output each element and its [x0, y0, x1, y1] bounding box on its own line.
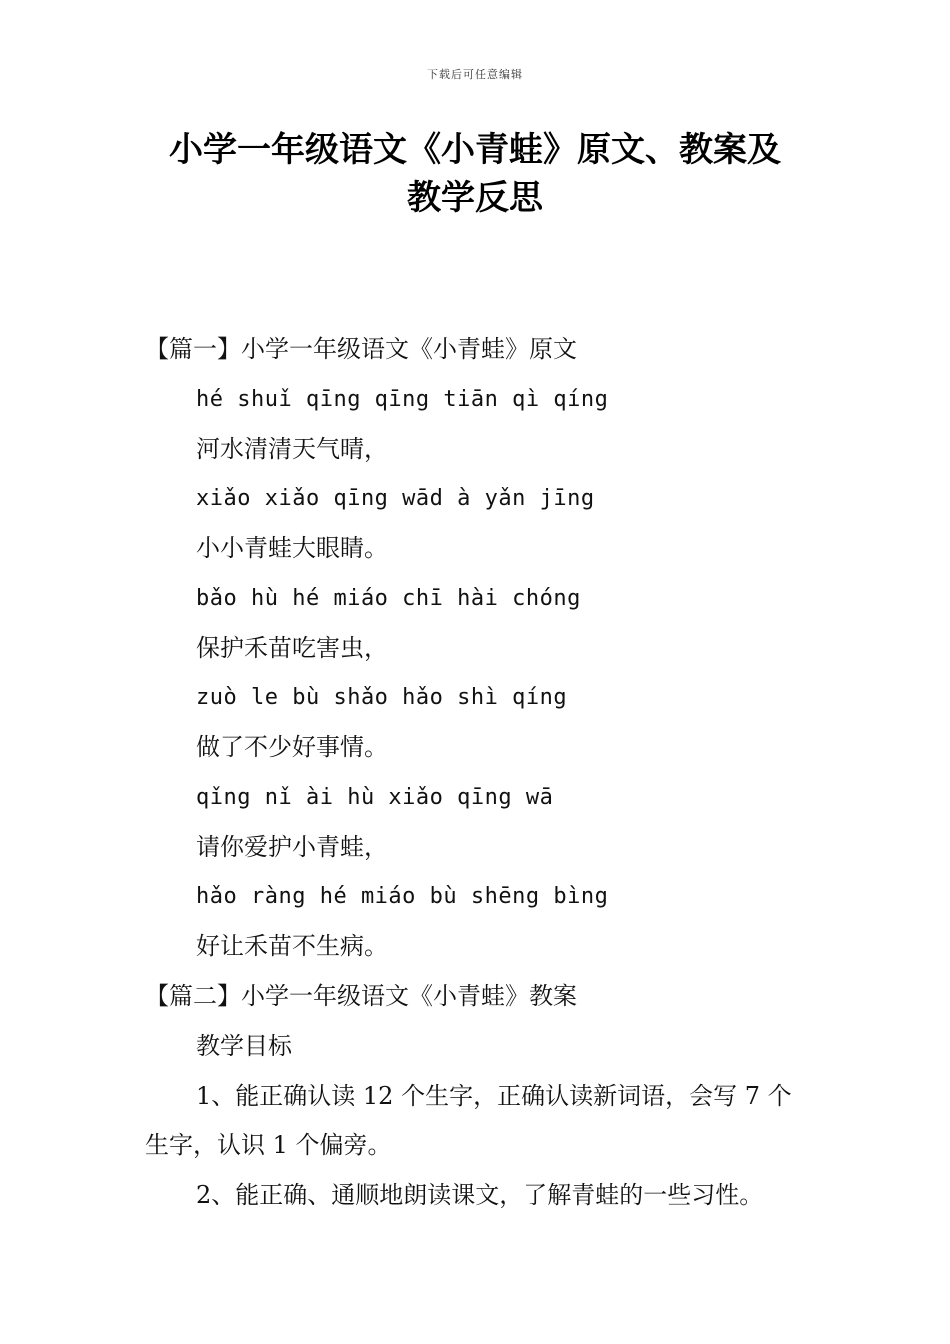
- poem-line-5: 请你爱护小青蛙，: [196, 833, 388, 861]
- poem-pinyin-6: hǎo ràng hé miáo bù shēng bìng: [196, 884, 609, 909]
- poem-pinyin-2: xiǎo xiǎo qīng wād à yǎn jīng: [196, 486, 595, 511]
- title-line-2: 教学反思: [407, 178, 543, 218]
- poem-line-6: 好让禾苗不生病。: [196, 932, 388, 960]
- poem-pinyin-5: qǐng nǐ ài hù xiǎo qīng wā: [196, 785, 554, 810]
- section2-heading: 【篇二】小学一年级语文《小青蛙》教案: [145, 982, 577, 1010]
- poem-pinyin-3: bǎo hù hé miáo chī hài chóng: [196, 586, 581, 611]
- header-note: 下载后可任意编辑: [427, 68, 523, 81]
- poem-line-4: 做了不少好事情。: [196, 733, 388, 761]
- section2-subheading: 教学目标: [196, 1032, 292, 1060]
- poem-line-3: 保护禾苗吃害虫，: [196, 634, 388, 662]
- goal-2: 2、能正确、通顺地朗读课文，了解青蛙的一些习性。: [196, 1181, 764, 1209]
- poem-line-1: 河水清清天气晴，: [196, 435, 388, 463]
- poem-pinyin-4: zuò le bù shǎo hǎo shì qíng: [196, 685, 568, 710]
- goal-1-line-2: 生字，认识 1 个偏旁。: [145, 1131, 392, 1159]
- document-title: [100, 126, 850, 222]
- goal-1-line-1: 1、能正确认读 12 个生字，正确认读新词语，会写 7 个: [196, 1082, 792, 1110]
- poem-line-2: 小小青蛙大眼睛。: [196, 534, 388, 562]
- title-line-1: 小学一年级语文《小青蛙》原文、教案及: [169, 130, 781, 170]
- section1-heading: 【篇一】小学一年级语文《小青蛙》原文: [145, 335, 577, 363]
- poem-pinyin-1: hé shuǐ qīng qīng tiān qì qíng: [196, 387, 609, 412]
